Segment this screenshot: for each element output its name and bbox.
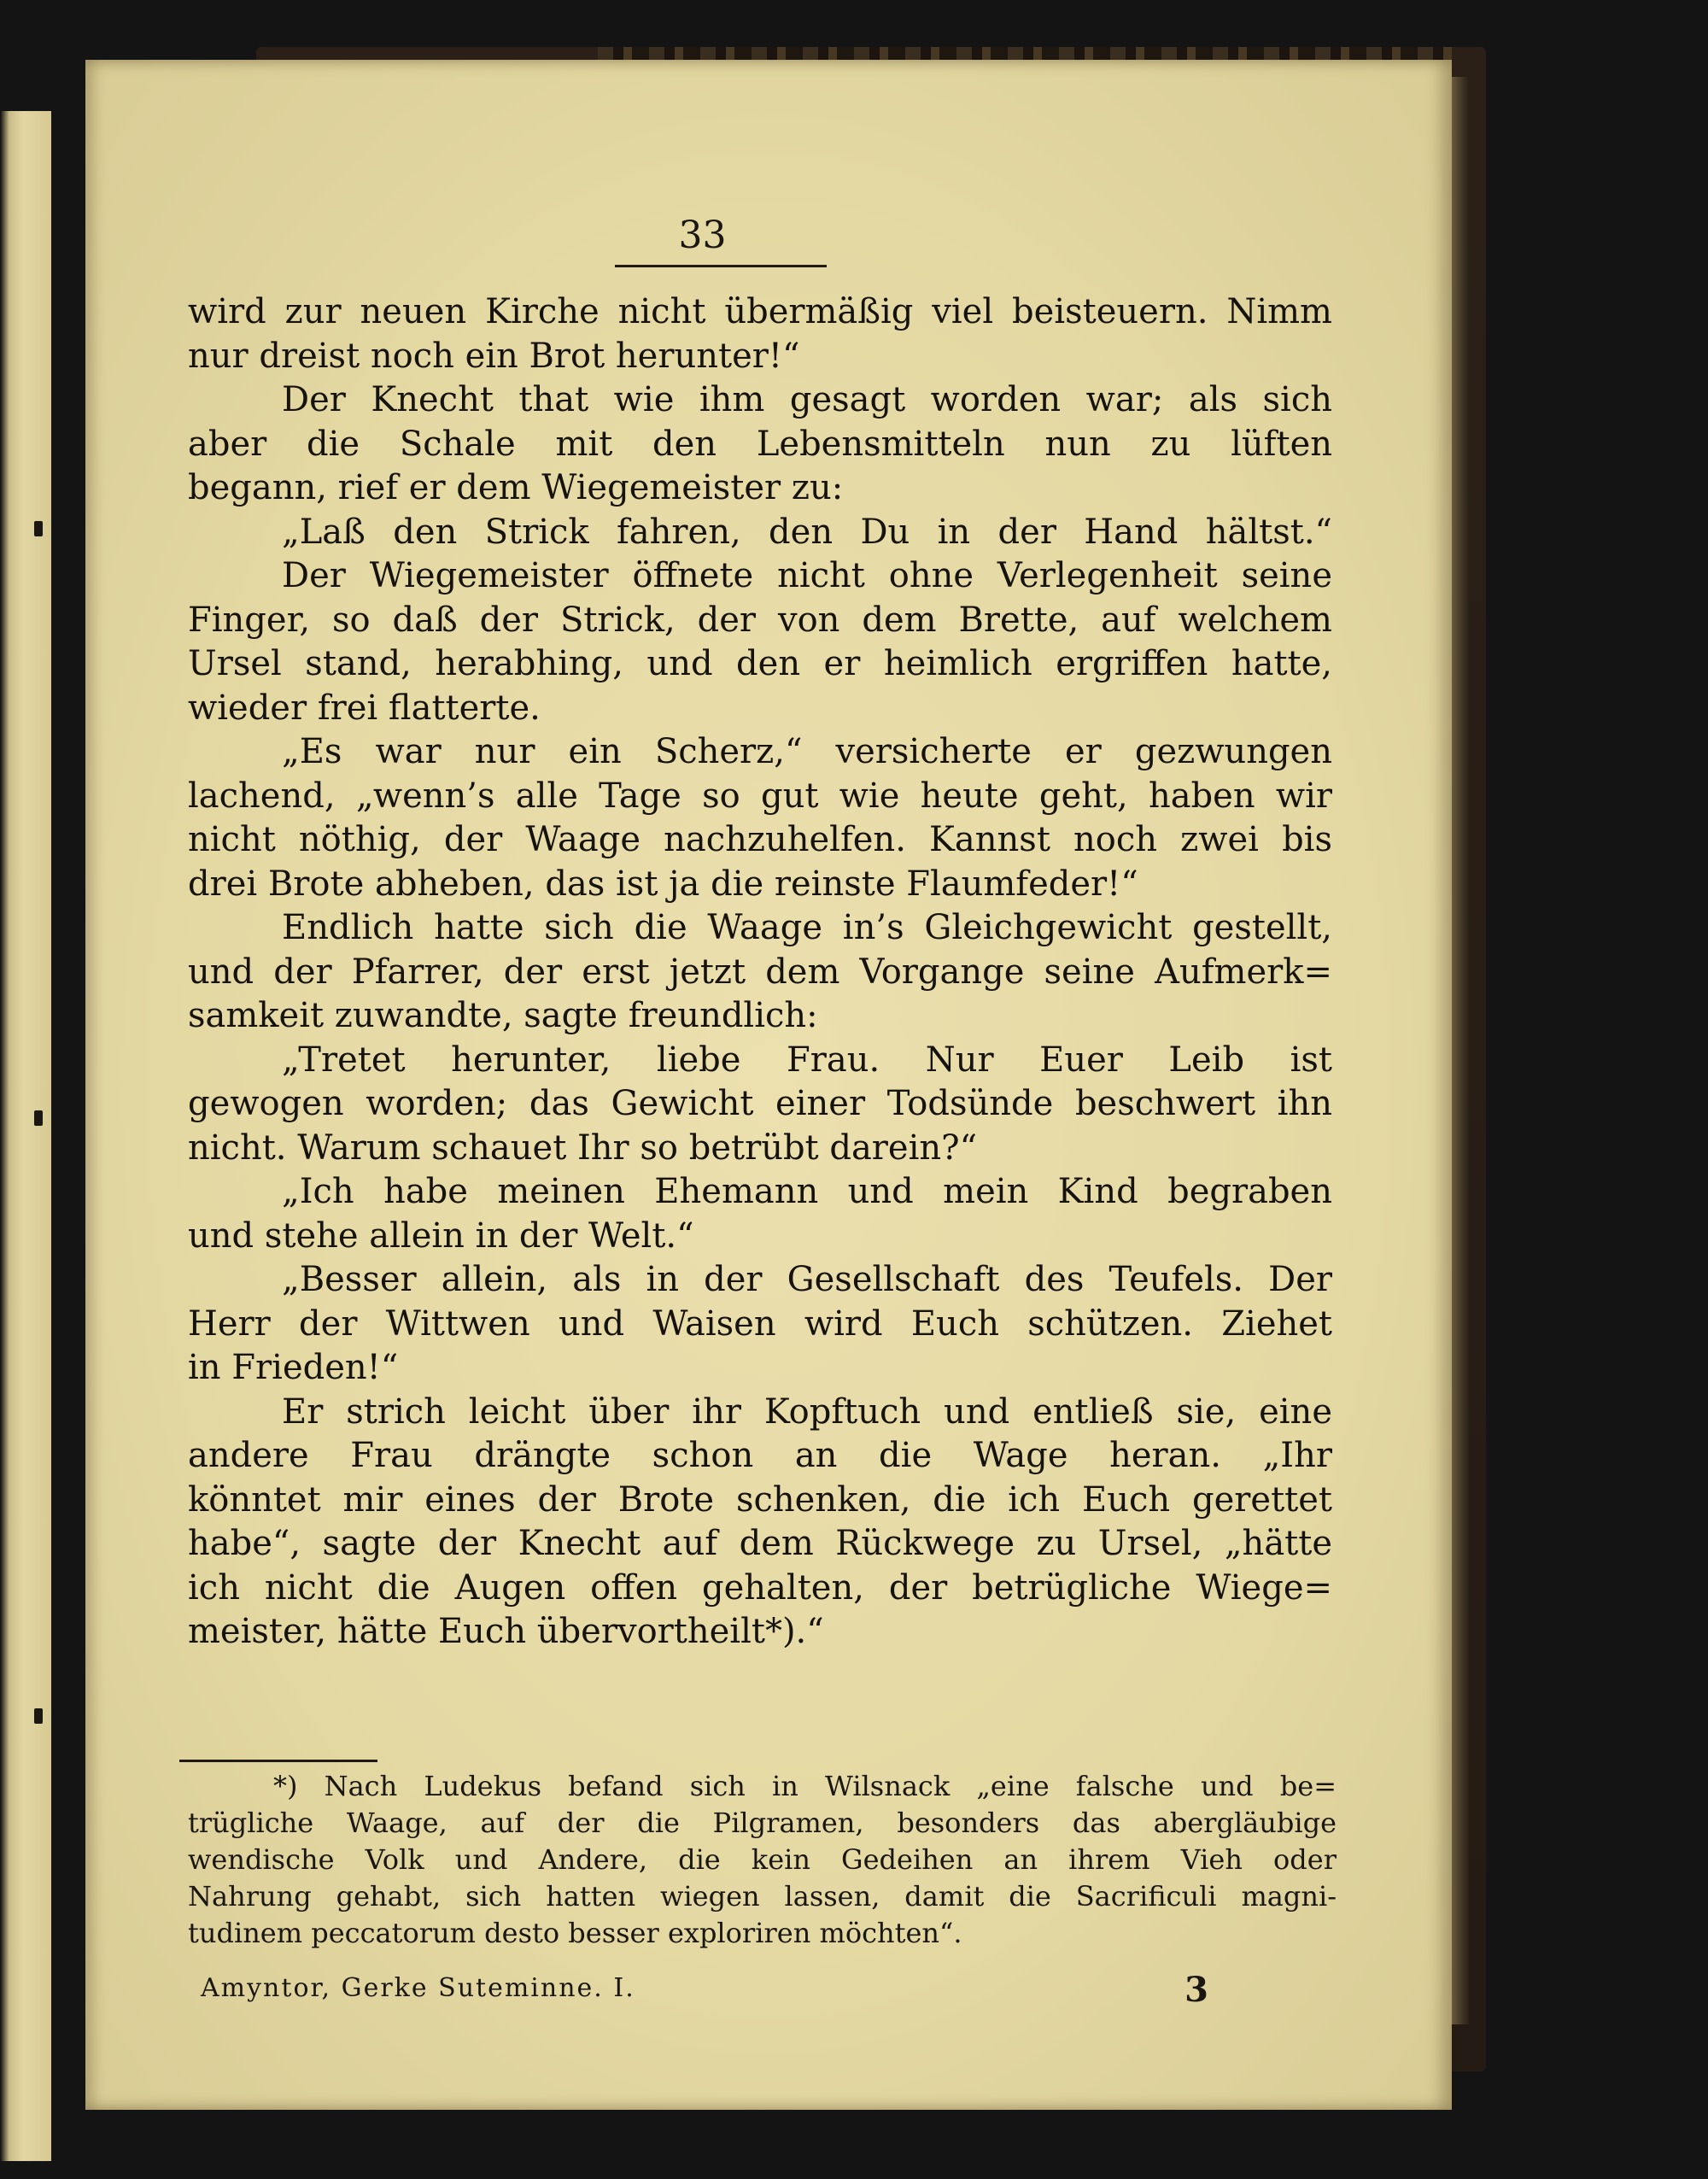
footnote-line: Nahrung gehabt, sich hatten wiegen lassen, damit die Sacrificuli magni- [188, 1880, 1337, 1912]
text-line: samkeit zuwandte, sagte freundlich: [188, 996, 818, 1035]
sheet-number: 3 [1184, 1970, 1208, 2010]
text-line: Endlich hatte sich die Waage in’s Gleichgewicht gestellt, [282, 908, 1332, 947]
margin-mark [34, 1708, 43, 1724]
text-line: begann, rief er dem Wiegemeister zu: [188, 468, 844, 507]
text-line: nicht. Warum schauet Ihr so betrübt darein?“ [188, 1128, 978, 1168]
text-line: aber die Schale mit den Lebensmitteln nun zu lüften [188, 424, 1332, 464]
text-line: und der Pfarrer, der erst jetzt dem Vorgange seine Aufmerk= [188, 952, 1332, 992]
footnote-line: *) Nach Ludekus befand sich in Wilsnack „eine falsche und be= [273, 1770, 1337, 1802]
margin-mark [34, 521, 43, 536]
printer-signature: Amyntor, Gerke Suteminne. I. [201, 1973, 635, 2003]
body-text [188, 290, 1332, 1655]
footnote [188, 1768, 1337, 1952]
text-line: Herr der Wittwen und Waisen wird Euch schützen. Ziehet [188, 1303, 1332, 1344]
text-line: Er strich leicht über ihr Kopftuch und entließ sie, eine [282, 1391, 1332, 1432]
footnote-line: trügliche Waage, auf der die Pilgramen, besonders das abergläubige [188, 1807, 1337, 1839]
text-line: meister, hätte Euch übervortheilt*).“ [188, 1612, 824, 1651]
text-line: Ursel stand, herabhing, und den er heimlich ergriffen hatte, [188, 644, 1332, 683]
text-line: „Laß den Strick fahren, den Du in der Hand hältst.“ [282, 512, 1332, 552]
footnote-rule [179, 1760, 377, 1762]
text-line: „Tretet herunter, liebe Frau. Nur Euer Leib ist [282, 1040, 1332, 1080]
text-line: in Frieden!“ [188, 1348, 399, 1387]
text-line: wieder frei flatterte. [188, 688, 541, 728]
text-line: wird zur neuen Kirche nicht übermäßig viel beisteuern. Nimm [188, 292, 1332, 331]
text-line: „Besser allein, als in der Gesellschaft des Teufels. Der [282, 1260, 1332, 1299]
text-line: und stehe allein in der Welt.“ [188, 1215, 694, 1256]
text-line: andere Frau drängte schon an die Wage heran. „Ihr [188, 1436, 1332, 1475]
page-number: 33 [678, 214, 727, 257]
text-line: Der Knecht that wie ihm gesagt worden war; als sich [282, 380, 1332, 419]
margin-mark [34, 1110, 43, 1126]
book-page [85, 60, 1452, 2110]
signature-row [201, 1970, 1208, 2010]
text-line: Der Wiegemeister öffnete nicht ohne Verlegenheit seine [282, 556, 1332, 595]
header-rule [615, 265, 827, 267]
text-line: habe“, sagte der Knecht auf dem Rückwege zu Ursel, „hätte [188, 1524, 1332, 1563]
text-line: könntet mir eines der Brote schenken, die ich Euch gerettet [188, 1479, 1332, 1520]
footnote-line: tudinem peccatorum desto besser exploriren möchten“. [188, 1917, 962, 1949]
text-line: Finger, so daß der Strick, der von dem Brette, auf welchem [188, 600, 1332, 640]
text-line: nicht nöthig, der Waage nachzuhelfen. Kannst noch zwei bis [188, 820, 1332, 859]
text-line: lachend, „wenn’s alle Tage so gut wie heute geht, haben wir [188, 776, 1332, 816]
text-line: ich nicht die Augen offen gehalten, der betrügliche Wiege= [188, 1567, 1332, 1608]
text-line: nur dreist noch ein Brot herunter!“ [188, 336, 800, 376]
text-line: „Ich habe meinen Ehemann und mein Kind begraben [282, 1172, 1332, 1211]
footnote-line: wendische Volk und Andere, die kein Gedeihen an ihrem Vieh oder [188, 1843, 1337, 1876]
text-line: „Es war nur ein Scherz,“ versicherte er gezwungen [282, 732, 1332, 771]
text-line: gewogen worden; das Gewicht einer Todsünde beschwert ihn [188, 1084, 1332, 1123]
text-line: drei Brote abheben, das ist ja die reinste Flaumfeder!“ [188, 864, 1138, 904]
facing-page-edge [0, 111, 51, 2161]
